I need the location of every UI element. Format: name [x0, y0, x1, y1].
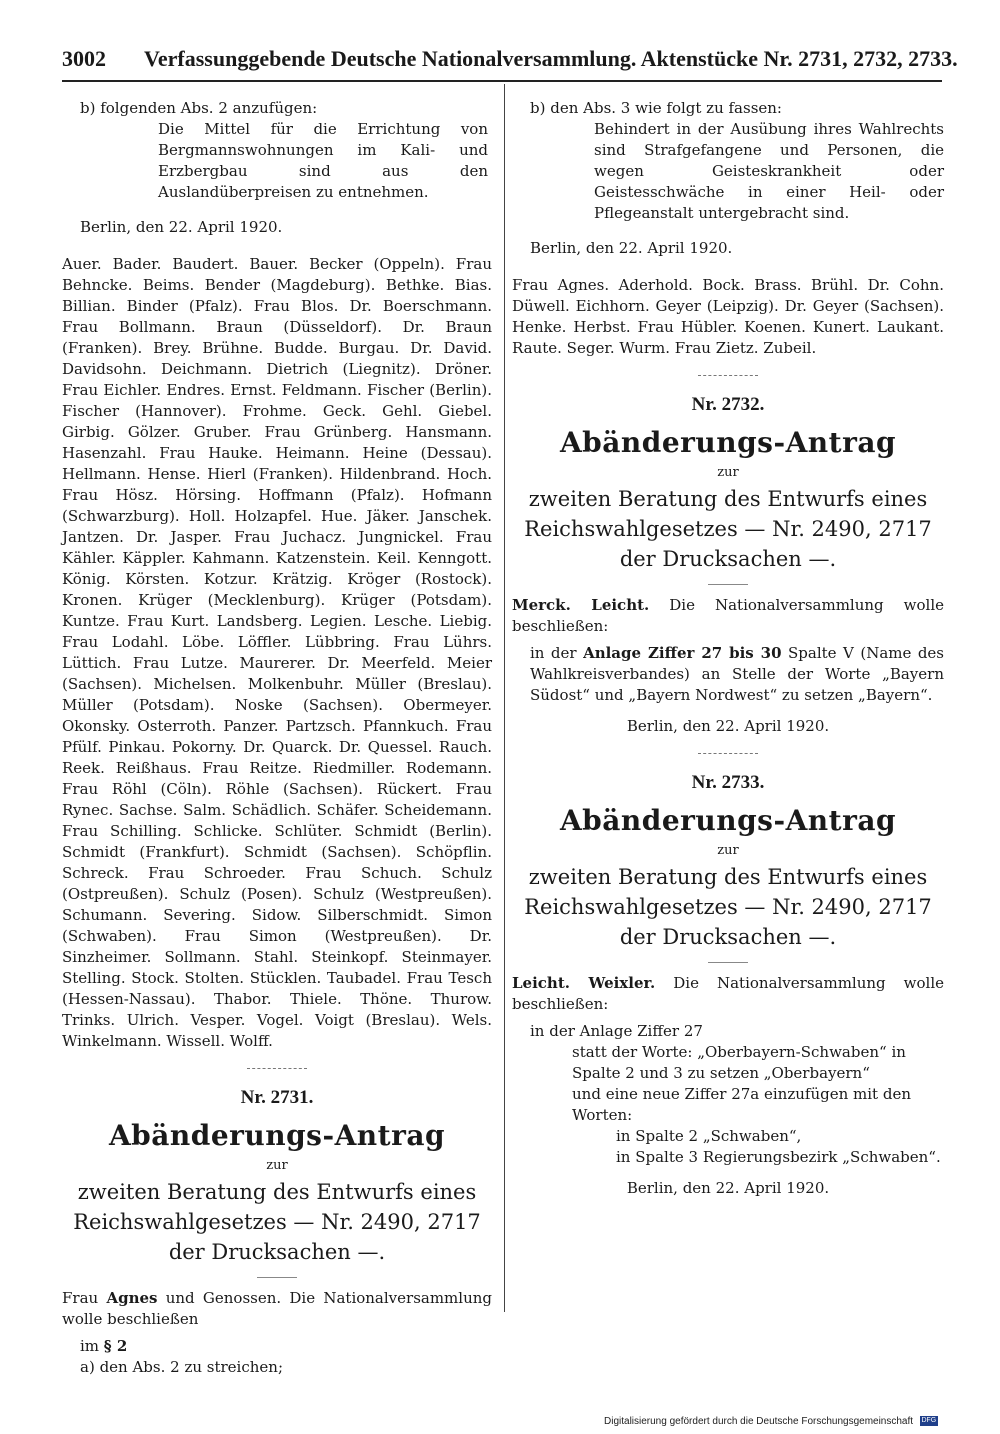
motion-intro [512, 595, 944, 637]
document-number: Nr. 2733. [691, 772, 765, 793]
item-a: a) den Abs. 2 zu streichen; [80, 1358, 284, 1376]
short-rule [708, 584, 748, 585]
dfg-logo-icon: DFG [921, 1417, 937, 1425]
motion-intro-c: und Genossen. Die Nationalversammlung wolle beschließen [62, 1289, 492, 1328]
in-der: in der [530, 644, 584, 662]
movers: Merck. Leicht. [512, 596, 650, 614]
item-b-text: Behindert in der Ausübung ihres Wahlrechts sind Strafgefangene und Personen, die wegen Geisteskrankheit oder Geistesschwäche in einer Heil- oder Pflegeanstalt untergebracht sind. [594, 120, 944, 222]
left-column [62, 98, 492, 1378]
item-b-label: b) den Abs. 3 wie folgt zu fassen: [530, 99, 782, 117]
section-separator [698, 753, 758, 754]
motion-intro [62, 1288, 492, 1330]
im-label: im [80, 1337, 104, 1355]
mover-name: Agnes [106, 1289, 158, 1307]
motion-text: Die Nationalversammlung wolle beschließen: [512, 596, 944, 635]
date-line: Berlin, den 22. April 1920. [626, 717, 830, 735]
amendment-line-3: und eine neue Ziffer 27a einzufügen mit den Worten: [572, 1085, 911, 1124]
amendment-line-1: in der Anlage Ziffer 27 [530, 1022, 703, 1040]
motion-title: Abänderungs-Antrag [108, 1119, 446, 1152]
amendment-line-2: statt der Worte: „Oberbayern-Schwaben“ in Spalte 2 und 3 zu setzen „Oberbayern“ [572, 1043, 906, 1082]
page-header [62, 46, 958, 74]
item-b-text: Die Mittel für die Errichtung von Bergmannswohnungen im Kali- und Erzbergbau sind aus den Auslandüberpreisen zu entnehmen. [158, 120, 488, 201]
right-column [512, 98, 944, 1199]
footer-text: Digitalisierung gefördert durch die Deutsche Forschungsgemeinschaft [604, 1416, 914, 1427]
motion-subtitle: zweiten Beratung des Entwurfs eines Reichswahlgesetzes — Nr. 2490, 2717 der Drucksachen —. [73, 1180, 481, 1264]
item-b-label: b) folgenden Abs. 2 anzufügen: [80, 99, 318, 117]
date-line: Berlin, den 22. April 1920. [80, 218, 283, 236]
motion-intro [512, 973, 944, 1015]
amendment-rest: Spalte V (Name des Wahlkreisverbandes) an Stelle der Worte „Bayern Südost“ und „Bayern Nordwest“ zu setzen „Bayern“. [530, 644, 945, 704]
motion-zur: zur [717, 465, 739, 480]
digitization-footer [604, 1416, 938, 1427]
amendment-line-5: in Spalte 3 Regierungsbezirk „Schwaben“. [616, 1148, 941, 1166]
signatories-list: Auer. Bader. Baudert. Bauer. Becker (Oppeln). Frau Behncke. Beims. Bender (Magdeburg). Bethke. Bias. Billian. Binder (Pfalz). Frau Blos. Dr. Boerschmann. Frau Bollmann. Braun (Düsseldorf). Dr. Braun (Franken). Brey. Brühne. Budde. Burgau. Dr. David. Davidsohn. Deichmann. Dietrich (Liegnitz). Dröner. Frau Eichler. Endres. Ernst. Feldmann. Fischer (Berlin). Fischer (Hannover). Frohme. Geck. Gehl. Giebel. Girbig. Gölzer. Gruber. Frau Grünberg. Hansmann. Hasenzahl. Frau Hauke. Heimann. Heine (Dessau). Hellmann. Hense. Hierl (Franken). Hildenbrand. Hoch. Frau Hösz. Hörsing. Hoffmann (Pfalz). Hofmann (Schwarzburg). Holl. Holzapfel. Hue. Jäker. Janschek. Jantzen. Dr. Jasper. Frau Juchacz. Jungnickel. Frau Kähler. Käppler. Kahmann. Katzenstein. Keil. Kenngott. König. Körsten. Kotzur. Krätzig. Kröger (Rostock). Kronen. Krüger (Mecklenburg). Krüger (Potsdam). Kuntze. Frau Kurt. Landsberg. Legien. Lesche. Liebig. Frau Lodahl. Löbe. Löffler. Lübbring. Frau Lührs. Lüttich. Frau Lutze. Maurerer. Dr. Meerfeld. Meier (Sachsen). Michelsen. Molkenbuhr. Müller (Breslau). Müller (Potsdam). Noske (Sachsen). Obermeyer. Okonsky. Osterroth. Panzer. Partzsch. Pfannkuch. Frau Pfülf. Pinkau. Pokorny. Dr. Quarck. Dr. Quessel. Rauch. Reek. Reißhaus. Frau Reitze. Riedmiller. Rodemann. Frau Röhl (Cöln). Röhle (Sachsen). Rückert. Frau Rynec. Sachse. Salm. Schädlich. Schäfer. Scheidemann. Frau Schilling. Schlicke. Schlüter. Schmidt (Berlin). Schmidt (Frankfurt). Schmidt (Sachsen). Schöpflin. Schreck. Frau Schroeder. Frau Schuch. Schulz (Ostpreußen). Schulz (Posen). Schulz (Westpreußen). Schumann. Severing. Sidow. Silberschmidt. Simon (Schwaben). Frau Simon (Westpreußen). Dr. Sinzheimer. Sollmann. Stahl. Steinkopf. Steinmayer. Stelling. Stock. Stolten. Stücklen. Taubadel. Frau Tesch (Hessen-Nassau). Thabor. Thiele. Thöne. Thurow. Trinks. Ulrich. Vesper. Vogel. Voigt (Breslau). Wels. Winkelmann. Wissell. Wolff. [62, 255, 492, 1050]
motion-zur: zur [266, 1158, 288, 1173]
motion-subtitle: zweiten Beratung des Entwurfs eines Reichswahlgesetzes — Nr. 2490, 2717 der Drucksachen —. [524, 487, 932, 571]
section-reference [62, 1336, 492, 1357]
motion-title: Abänderungs-Antrag [559, 426, 897, 459]
date-line: Berlin, den 22. April 1920. [530, 239, 733, 257]
page-number: 3002 [62, 46, 106, 71]
short-rule [708, 962, 748, 963]
document-number: Nr. 2731. [240, 1087, 314, 1108]
section-separator [247, 1068, 307, 1069]
motion-subtitle: zweiten Beratung des Entwurfs eines Reichswahlgesetzes — Nr. 2490, 2717 der Drucksachen —. [524, 865, 932, 949]
movers: Leicht. Weixler. [512, 974, 656, 992]
anlage-reference: Anlage Ziffer 27 bis 30 [583, 644, 782, 662]
header-rule [62, 80, 942, 82]
date-line: Berlin, den 22. April 1920. [626, 1179, 830, 1197]
running-title: Verfassunggebende Deutsche Nationalversammlung. Aktenstücke Nr. 2731, 2732, 2733. [144, 46, 958, 71]
paragraph-ref: § 2 [103, 1337, 128, 1355]
signatories-list: Frau Agnes. Aderhold. Bock. Brass. Brühl. Dr. Cohn. Düwell. Eichhorn. Geyer (Leipzig). Dr. Geyer (Sachsen). Henke. Herbst. Frau Hübler. Koenen. Kunert. Laukant. Raute. Seger. Wurm. Frau Zietz. Zubeil. [512, 276, 944, 357]
motion-zur: zur [717, 843, 739, 858]
motion-title: Abänderungs-Antrag [559, 804, 897, 837]
section-separator [698, 375, 758, 376]
document-number: Nr. 2732. [691, 394, 765, 415]
amendment-line-4: in Spalte 2 „Schwaben“, [616, 1127, 802, 1145]
short-rule [257, 1277, 297, 1278]
column-divider [504, 84, 505, 1312]
motion-intro-a: Frau [62, 1289, 107, 1307]
amendment-text [512, 643, 944, 706]
motion-text: Die Nationalversammlung wolle beschließen: [512, 974, 944, 1013]
